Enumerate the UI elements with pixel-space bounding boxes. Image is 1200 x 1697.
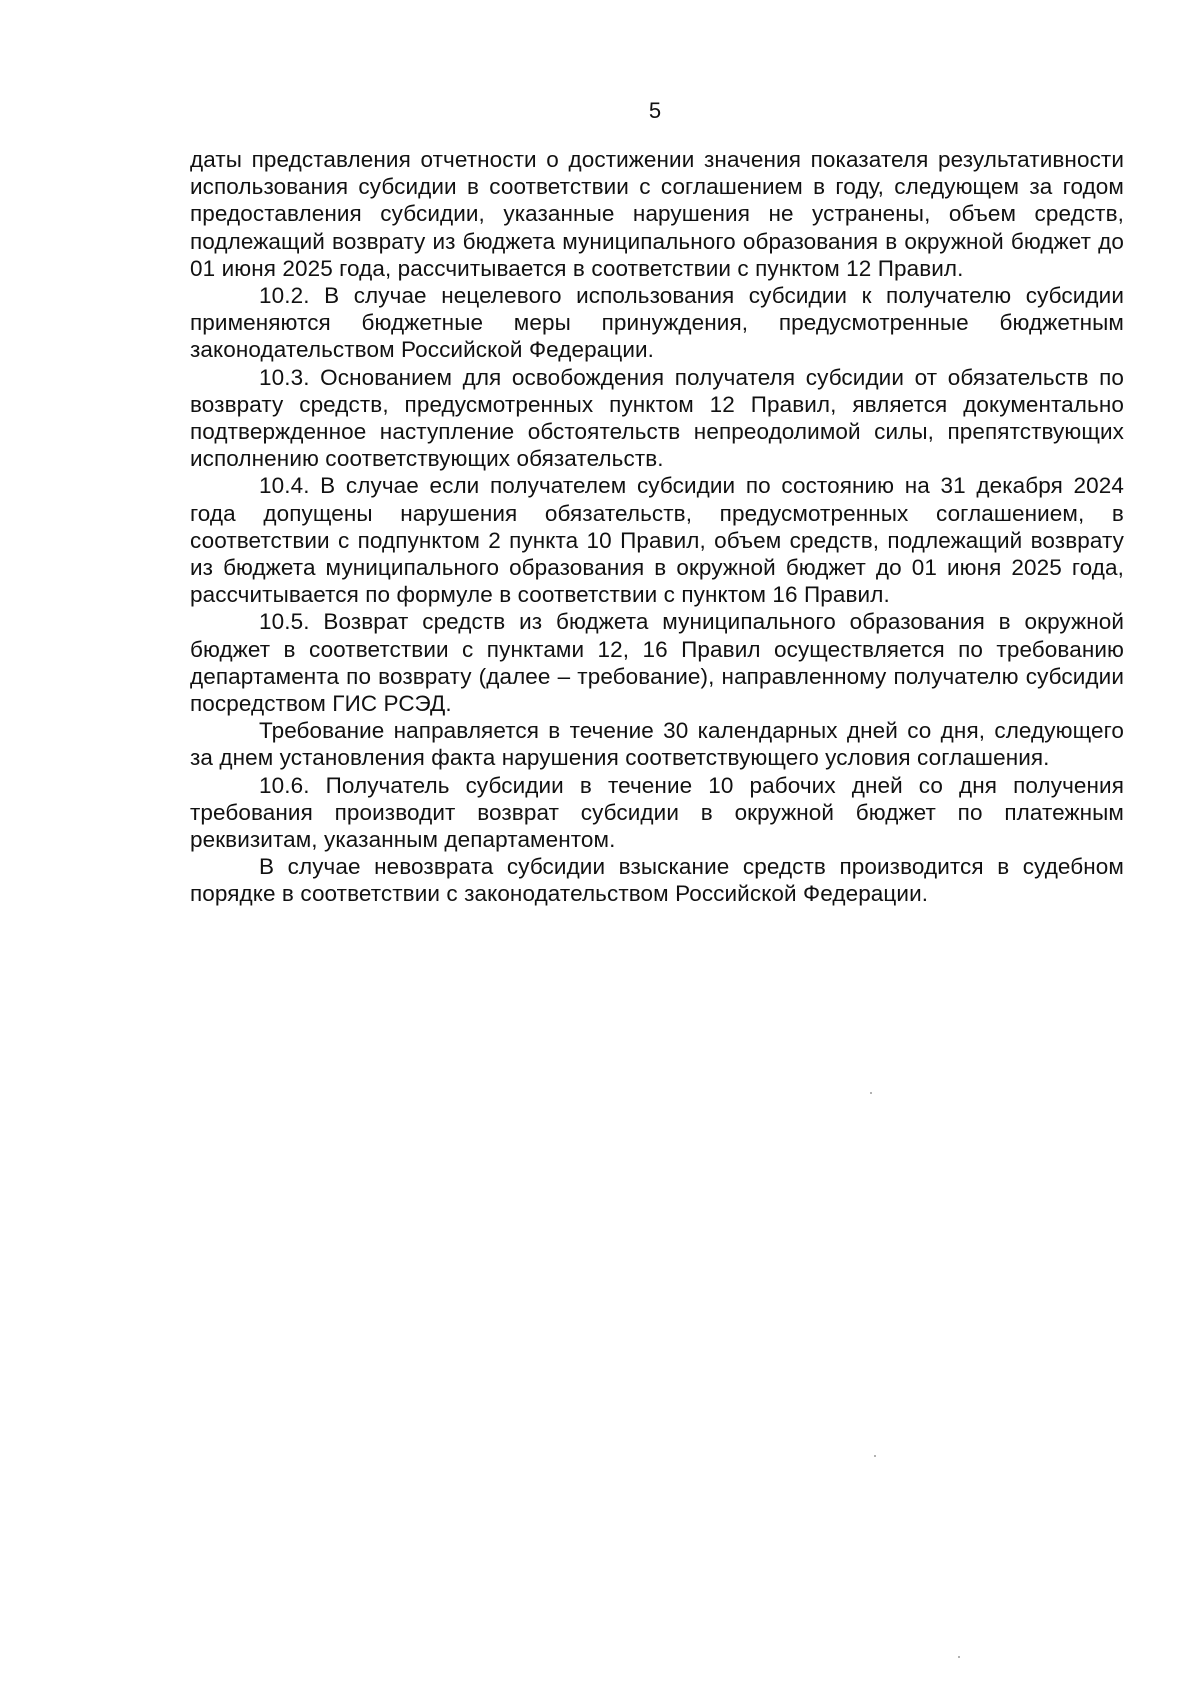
scan-speck [870,1092,872,1094]
paragraph-10-6-non-return: В случае невозврата субсидии взыскание средств производится в судебном порядке в соответствии с законодательством Российской Федерации. [190,854,1124,907]
paragraph-10-5-requirement: Требование направляется в течение 30 календарных дней со дня, следующего за днем установления факта нарушения соответствующего условия соглашения. [190,718,1124,771]
paragraph-10-4: 10.4. В случае если получателем субсидии по состоянию на 31 декабря 2024 года допущены нарушения обязательств, предусмотренных соглашением, в соответствии с подпунктом 2 пункта 10 Правил, объем средств, подлежащий возврату из бюджета муниципального образования в окружной бюджет до 01 июня 2025 года, рассчитывается по формуле в соответствии с пунктом 16 Правил. [190,473,1124,608]
paragraph-10-3: 10.3. Основанием для освобождения получателя субсидии от обязательств по возврату средств, предусмотренных пунктом 12 Правил, является документально подтвержденное наступление обстоятельств непреодолимой силы, препятствующих исполнению соответствующих обязательств. [190,364,1124,472]
paragraph-10-2: 10.2. В случае нецелевого использования субсидии к получателю субсидии применяются бюджетные меры принуждения, предусмотренные бюджетным законодательством Российской Федерации. [190,283,1124,363]
paragraph-10-6: 10.6. Получатель субсидии в течение 10 рабочих дней со дня получения требования производит возврат субсидии в окружной бюджет по платежным реквизитам, указанным департаментом. [190,772,1124,853]
paragraph-continuation: даты представления отчетности о достижении значения показателя результативности использования субсидии в соответствии с соглашением в году, следующем за годом предоставления субсидии, указанные нарушения не устранены, объем средств, подлежащий возврату из бюджета муниципального образования в окружной бюджет до 01 июня 2025 года, рассчитывается в соответствии с пунктом 12 Правил. [190,147,1124,281]
scan-speck [874,1455,876,1457]
page-number: 5 [648,98,662,123]
scan-speck [958,1656,960,1658]
paragraph-10-5: 10.5. Возврат средств из бюджета муниципального образования в окружной бюджет в соответствии с пунктами 12, 16 Правил осуществляется по требованию департамента по возврату (далее – требование), направленному получателю субсидии посредством ГИС РСЭД. [190,609,1124,717]
document-body [190,146,1124,908]
